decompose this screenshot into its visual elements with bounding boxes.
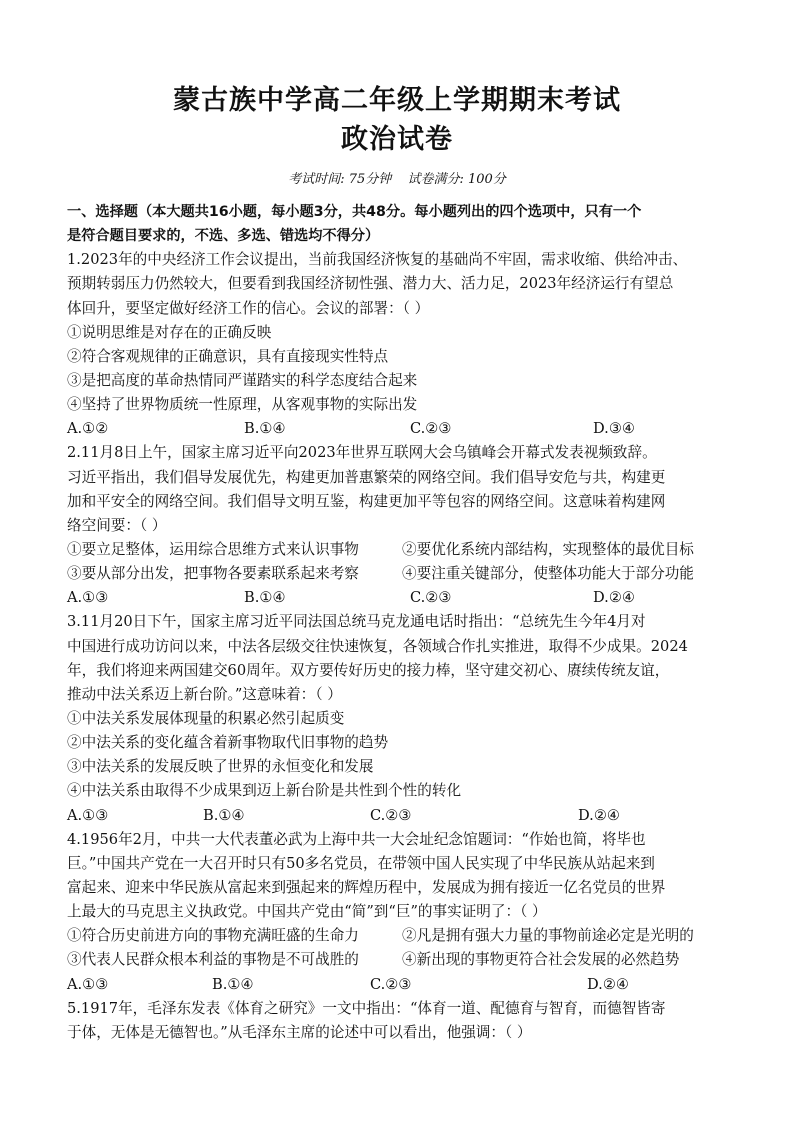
question-stem-line: 体回升，要坚定做好经济工作的信心。会议的部署：（ ） [67,299,430,317]
question-stem-line: 4.1956年2月，中共一大代表董必武为上海中共一大会址纪念馆题词：“作始也简，将毕也 [67,830,646,848]
statement-item: ④新出现的事物更符合社会发展的必然趋势 [402,951,680,969]
statement-item: ②要优化系统内部结构，实现整体的最优目标 [402,540,694,558]
statement-item: ②凡是拥有强大力量的事物前途必定是光明的 [402,927,694,945]
statement-item: ③中法关系的发展反映了世界的永恒变化和发展 [67,758,374,776]
statement-item: ④要注重关键部分，使整体功能大于部分功能 [402,565,694,583]
question-stem-line: 络空间要：（ ） [67,516,167,534]
question-stem-line: 上最大的马克思主义执政党。中国共产党由“简”到“巨”的事实证明了：（ ） [67,903,547,921]
question-stem-line: 于体，无体是无德智也。”从毛泽东主席的论述中可以看出，他强调：（ ） [67,1023,532,1041]
question-stem-line: 加和平安全的网络空间。我们倡导文明互鉴，构建更加平等包容的网络空间。这意味着构建网 [67,492,666,510]
question-2 [67,441,727,610]
question-stem-line: 巨。”中国共产党在一大召开时只有50多名党员，在带领中国人民实现了中华民族从站起来到 [67,854,655,872]
statement-item: ①要立足整体，运用综合思维方式来认识事物 [67,540,359,558]
exam-subtitle: 政治试卷 [341,124,453,155]
section-heading-cont: 是符合题目要求的，不选、多选、错选均不得分） [67,228,380,245]
question-stem-line: 年，我们将迎来两国建交60周年。双方要传好历史的接力棒，坚守建交初心、赓续传统友谊， [67,661,670,679]
question-4 [67,828,727,997]
answer-options [67,973,727,997]
option-b: B.①④ [244,420,286,438]
question-stem-line: 1.2023年的中央经济工作会议提出，当前我国经济恢复的基础尚不牢固，需求收缩、供给冲击、 [67,251,688,269]
statement-item: ③要从部分出发，把事物各要素联系起来考察 [67,565,359,583]
option-d: D.②④ [593,589,635,607]
option-a: A.①② [67,420,109,438]
statement-row [67,538,727,562]
option-d: D.②④ [587,975,629,993]
option-c: C.②③ [410,589,452,607]
question-3 [67,610,727,827]
statement-item: ③代表人民群众根本利益的事物是不可战胜的 [67,951,359,969]
option-b: B.①④ [203,806,245,824]
answer-options [67,804,727,828]
option-c: C.②③ [370,806,412,824]
question-stem-line: 中国进行成功访问以来，中法各层级交往快速恢复，各领域合作扎实推进，取得不少成果。2024 [67,637,688,655]
option-b: B.①④ [212,975,254,993]
question-stem-line: 3.11月20日下午，国家主席习近平同法国总统马克龙通电话时指出：“总统先生今年4月对 [67,613,646,631]
statement-item: ④中法关系由取得不少成果到迈上新台阶是共性到个性的转化 [67,782,462,800]
statement-item: ②符合客观规律的正确意识，具有直接现实性特点 [67,347,389,365]
answer-options [67,586,727,610]
question-stem-line: 习近平指出，我们倡导发展优先，构建更加普惠繁荣的网络空间。我们倡导安危与共，构建更 [67,468,666,486]
statement-row [67,948,727,972]
question-stem-line: 预期转弱压力仍然较大，但要看到我国经济韧性强、潜力大、活力足，2023年经济运行有望总 [67,275,674,293]
option-c: C.②③ [410,420,452,438]
statement-item: ①说明思维是对存在的正确反映 [67,323,272,341]
statement-row [67,562,727,586]
option-a: A.①③ [67,806,109,824]
option-d: D.②④ [578,806,620,824]
exam-time: 考试时间: 75分钟 [288,172,392,187]
exam-content [67,200,727,1045]
question-stem-line: 推动中法关系迈上新台阶。”这意味着：（ ） [67,685,342,703]
full-score: 试卷满分: 100分 [407,172,506,187]
option-c: C.②③ [370,975,412,993]
statement-item: ①中法关系发展体现量的积累必然引起质变 [67,709,345,727]
answer-options [67,417,727,441]
statement-item: ①符合历史前进方向的事物充满旺盛的生命力 [67,927,359,945]
statement-item: ②中法关系的变化蕴含着新事物取代旧事物的趋势 [67,734,389,752]
option-d: D.③④ [593,420,635,438]
question-stem-line: 5.1917年，毛泽东发表《体育之研究》一文中指出：“体育一道、配德育与智育，而德智皆寄 [67,999,666,1017]
question-1 [67,248,727,441]
question-stem-line: 2.11月8日上午，国家主席习近平向2023年世界互联网大会乌镇峰会开幕式发表视频致辞。 [67,444,657,462]
statement-item: ③是把高度的革命热情同严谨踏实的科学态度结合起来 [67,371,418,389]
option-a: A.①③ [67,589,109,607]
option-a: A.①③ [67,975,109,993]
statement-item: ④坚持了世界物质统一性原理，从客观事物的实际出发 [67,396,418,414]
exam-meta [0,168,794,187]
question-5 [67,997,727,1045]
option-b: B.①④ [244,589,286,607]
section-heading: 一、选择题（本大题共16小题，每小题3分，共48分。每小题列出的四个选项中，只有一个 [67,204,642,220]
question-stem-line: 富起来、迎来中华民族从富起来到强起来的辉煌历程中，发展成为拥有接近一亿名党员的世界 [67,878,666,896]
exam-title: 蒙古族中学高二年级上学期期末考试 [173,85,621,116]
statement-row [67,924,727,948]
